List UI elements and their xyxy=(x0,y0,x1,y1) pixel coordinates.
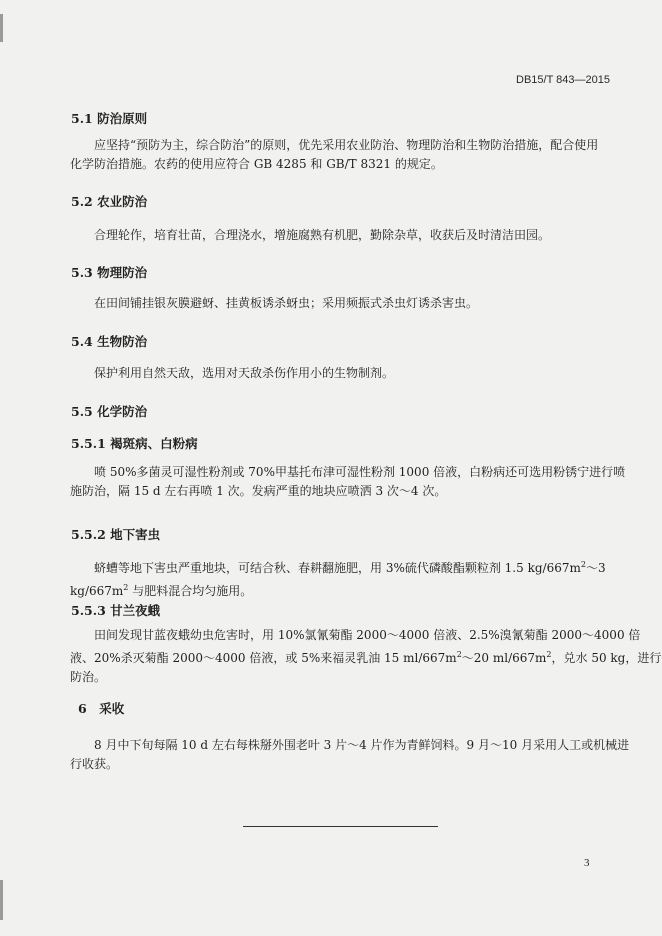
paragraph-line: 化学防治措施。农药的使用应符合 GB 4285 和 GB/T 8321 的规定。 xyxy=(70,157,443,171)
paragraph-5-1 xyxy=(70,136,604,174)
text-run: 液、20%杀灭菊酯 2000～4000 倍液，或 5%来福灵乳油 15 ml/667m xyxy=(70,651,457,665)
superscript: 2 xyxy=(580,560,586,569)
text-run: ～20 ml/667m xyxy=(461,651,547,665)
text-run: 与肥料混合均匀施用。 xyxy=(128,584,253,598)
section-heading-5-5-2: 5.5.2 地下害虫 xyxy=(71,527,161,542)
paragraph-5-5-3 xyxy=(70,626,662,687)
end-rule xyxy=(243,826,438,827)
paragraph-line: 应坚持“预防为主，综合防治”的原则，优先采用农业防治、物理防治和生物防治措施，配合使用 xyxy=(94,138,599,152)
paragraph-5-5-1 xyxy=(70,463,626,501)
paragraph-line xyxy=(70,578,604,601)
text-run: 蛴螬等地下害虫严重地块，可结合秋、春耕翻施肥，用 3%硫代磷酸酯颗粒剂 1.5 kg/667m xyxy=(94,561,581,575)
superscript: 2 xyxy=(456,650,462,659)
paragraph-line xyxy=(70,645,662,668)
section-heading-5-5-3: 5.5.3 甘兰夜蛾 xyxy=(71,603,161,618)
paragraph-line: 合理轮作，培育壮苗，合理浇水，增施腐熟有机肥，勤除杂草，收获后及时清洁田园。 xyxy=(94,228,551,242)
superscript: 2 xyxy=(123,583,129,592)
text-run: kg/667m xyxy=(70,584,124,598)
page-number: 3 xyxy=(584,857,590,869)
paragraph-line: 喷 50%多菌灵可湿性粉剂或 70%甲基托布津可湿性粉剂 1000 倍液，白粉病还可选用粉锈宁进行喷 xyxy=(94,465,626,479)
paragraph-5-2 xyxy=(70,226,604,245)
section-heading-5-3: 5.3 物理防治 xyxy=(71,265,148,280)
paragraph-5-3 xyxy=(70,294,604,313)
section-heading-5-2: 5.2 农业防治 xyxy=(71,194,148,209)
paragraph-6 xyxy=(70,736,630,774)
section-heading-5-5: 5.5 化学防治 xyxy=(71,404,148,419)
paragraph-line: 田间发现甘蓝夜蛾幼虫危害时，用 10%氯氰菊酯 2000～4000 倍液、2.5%溴氰菊酯 2000～4000 倍 xyxy=(94,628,641,642)
section-heading-5-1: 5.1 防治原则 xyxy=(71,111,148,126)
chapter-heading-6: 6 采收 xyxy=(78,701,125,716)
binding-mark xyxy=(0,14,3,42)
text-run: ，兑水 50 kg，进行 xyxy=(551,651,662,665)
binding-mark xyxy=(0,880,3,920)
paragraph-line: 保护利用自然天敌，选用对天敌杀伤作用小的生物制剂。 xyxy=(94,366,395,380)
paragraph-line xyxy=(70,555,604,578)
paragraph-line: 8 月中下旬每隔 10 d 左右每株掰外围老叶 3 片～4 片作为青鲜饲料。9 月～10 月采用人工或机械进 xyxy=(94,738,630,752)
superscript: 2 xyxy=(546,650,552,659)
standard-code: DB15/T 843—2015 xyxy=(516,74,610,86)
paragraph-5-4 xyxy=(70,364,604,383)
paragraph-line: 行收获。 xyxy=(70,757,119,771)
text-run: ～3 xyxy=(585,561,606,575)
paragraph-line: 防治。 xyxy=(70,670,107,684)
paragraph-5-5-2 xyxy=(70,555,604,601)
section-heading-5-4: 5.4 生物防治 xyxy=(71,334,148,349)
section-heading-5-5-1: 5.5.1 褐斑病、白粉病 xyxy=(71,436,198,451)
paragraph-line: 施防治，隔 15 d 左右再喷 1 次。发病严重的地块应喷洒 3 次～4 次。 xyxy=(70,484,447,498)
paragraph-line: 在田间铺挂银灰膜避蚜、挂黄板诱杀蚜虫；采用频振式杀虫灯诱杀害虫。 xyxy=(94,296,479,310)
